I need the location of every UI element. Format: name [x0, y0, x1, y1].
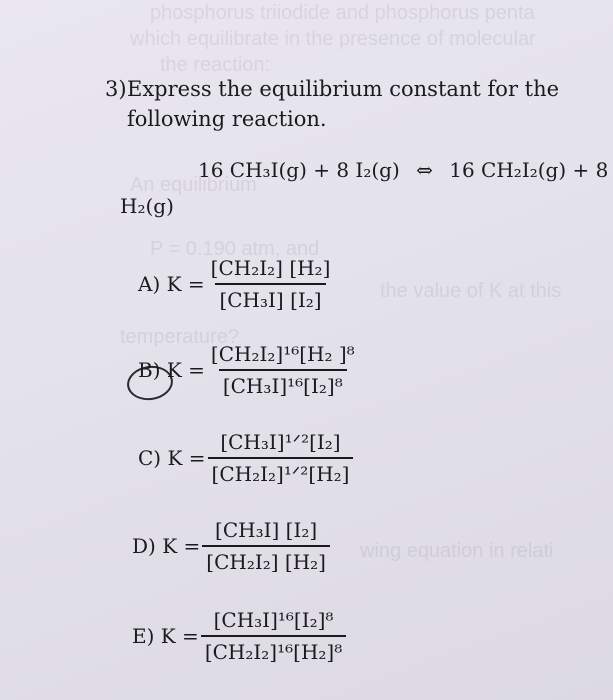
- reaction-line-1: [198, 158, 608, 182]
- fraction: [201, 608, 346, 664]
- fraction: [202, 518, 330, 574]
- denominator: [CH₃I] [I₂]: [215, 283, 325, 312]
- show-through-text: P = 0.190 atm, and: [150, 238, 320, 260]
- show-through-text: temperature?: [120, 326, 239, 348]
- option-a[interactable]: [138, 256, 334, 312]
- option-c[interactable]: [138, 430, 353, 486]
- denominator: [CH₂I₂]¹ᐟ²[H₂]: [208, 457, 354, 486]
- show-through-text: the value of K at this: [380, 280, 562, 302]
- fraction: [207, 342, 359, 398]
- show-through-text: An equilibrium: [130, 174, 257, 196]
- products: 16 CH₂I₂(g) + 8: [449, 158, 609, 182]
- question-number: 3): [105, 77, 127, 101]
- option-label: E) K =: [132, 624, 199, 648]
- equilibrium-arrow: ⇔: [416, 158, 433, 182]
- show-through-text: the reaction:: [160, 54, 271, 76]
- option-d[interactable]: [132, 518, 330, 574]
- option-e[interactable]: [132, 608, 346, 664]
- reactants: 16 CH₃I(g) + 8 I₂(g): [198, 158, 400, 182]
- numerator: [CH₃I]¹⁶[I₂]⁸: [213, 608, 334, 632]
- numerator: [CH₂I₂]¹⁶[H₂ ]⁸: [210, 342, 355, 366]
- question-line-1: Express the equilibrium constant for the: [127, 77, 560, 101]
- fraction: [207, 256, 335, 312]
- option-label: B) K =: [138, 358, 205, 382]
- denominator: [CH₃I]¹⁶[I₂]⁸: [219, 369, 347, 398]
- show-through-text: which equilibrate in the presence of molecular: [130, 28, 536, 50]
- show-through-text: phosphorus triiodide and phosphorus penta: [150, 2, 535, 24]
- reaction-line-2: H₂(g): [120, 194, 174, 218]
- denominator: [CH₂I₂] [H₂]: [202, 545, 330, 574]
- show-through-text: wing equation in relati: [360, 540, 554, 562]
- numerator: [CH₃I] [I₂]: [215, 518, 318, 542]
- option-label: D) K =: [132, 534, 201, 558]
- option-label: A) K =: [138, 272, 205, 296]
- option-b[interactable]: [138, 342, 359, 398]
- denominator: [CH₂I₂]¹⁶[H₂]⁸: [201, 635, 346, 664]
- question-line-2: following reaction.: [127, 107, 327, 131]
- numerator: [CH₃I]¹ᐟ²[I₂]: [220, 430, 341, 454]
- numerator: [CH₂I₂] [H₂]: [210, 256, 331, 280]
- fraction: [208, 430, 354, 486]
- option-label: C) K =: [138, 446, 206, 470]
- question-text: [105, 74, 559, 134]
